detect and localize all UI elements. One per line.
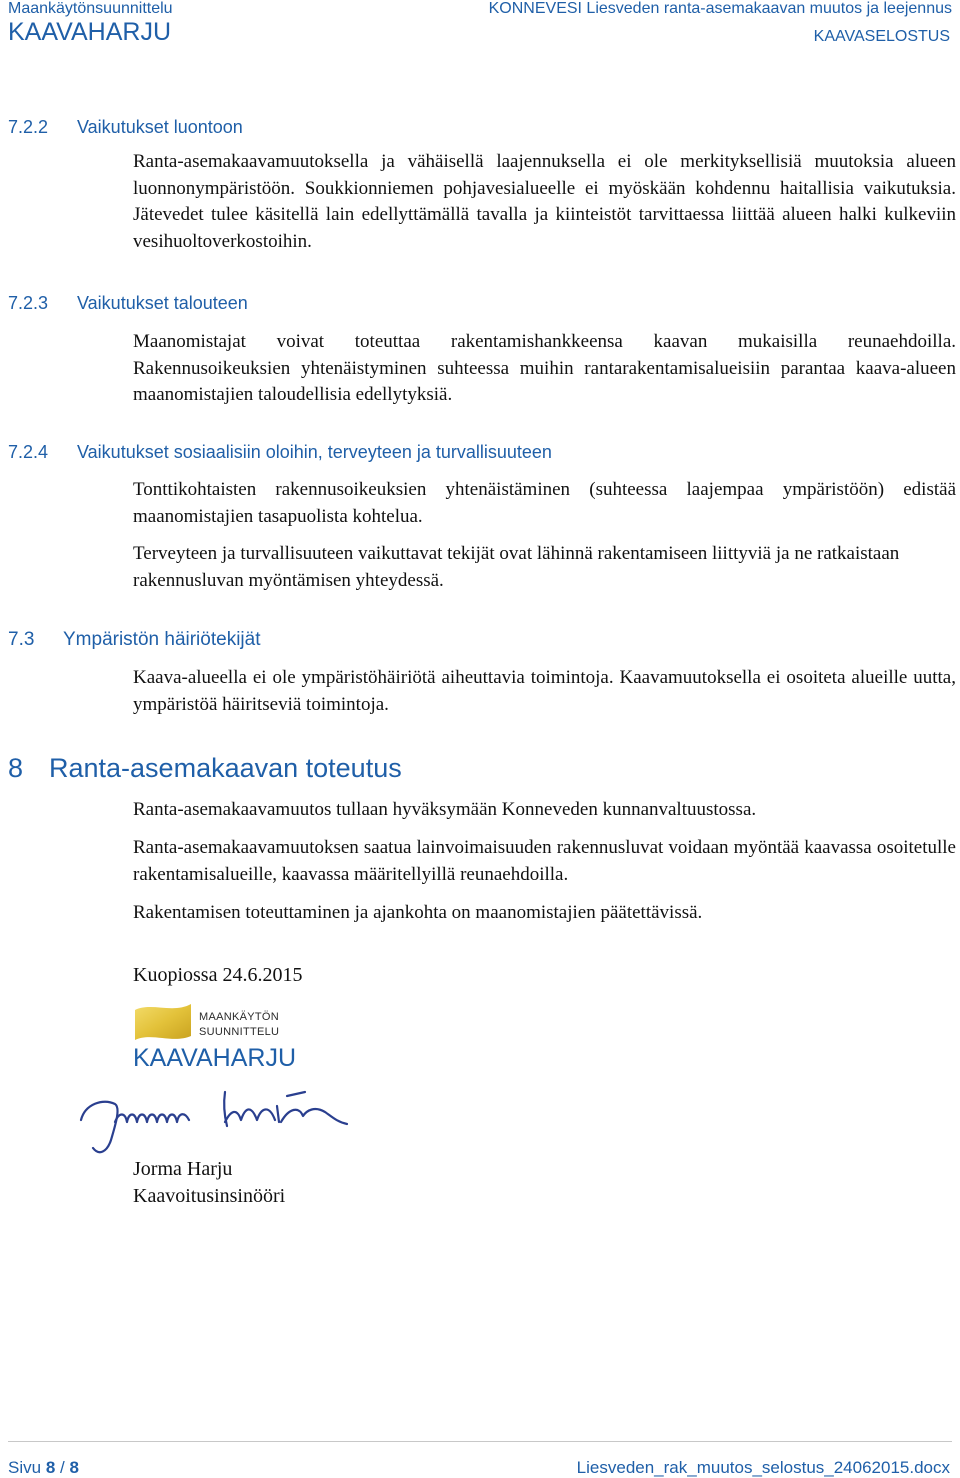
signer-title: Kaavoitusinsinööri [133,1185,286,1207]
place-date: Kuopiossa 24.6.2015 [133,964,303,986]
page-indicator [8,1458,79,1478]
header-project-title: KONNEVESI Liesveden ranta-asemakaavan muutos ja leejennus [488,0,952,17]
section-title: Ympäristön häiriötekijät [63,629,261,650]
section-paragraph: Ranta-asemakaavamuutos tullaan hyväksymään Konneveden kunnanvaltuustossa. [133,799,757,820]
section-heading-7-2-2 [8,117,243,138]
section-paragraph: Tonttikohtaisten rakennusoikeuksien yhtenäistäminen (suhteessa laajempaa ympäristöön) edistää maanomistajien tasapuolista kohtelua. [133,479,956,527]
page-label: Sivu [8,1458,42,1477]
section-paragraph: Ranta-asemakaavamuutoksella ja vähäisellä laajennuksella ei ole merkityksellisiä muutoksia alueen luonnonympäristöön. Soukkionniemen pohjavesialueelle ei myöskään kohdennu haitallisia vaikutuksia. Jätevedet tulee käsitellä lain edellyttämällä tavalla ja kiinteistöt tarvittaessa liittää alueen halki kulkeviin vesihuoltoverkostoihin. [133,151,956,252]
section-number: 7.2.4 [8,442,49,462]
section-title: Vaikutukset luontoon [77,117,243,137]
handwritten-signature [75,1082,355,1162]
chapter-heading-8 [8,753,402,784]
chapter-number: 8 [8,753,24,783]
logo-line1: MAANKÄYTÖN [199,1011,280,1023]
section-paragraph: Ranta-asemakaavamuutoksen saatua lainvoimaisuuden rakennusluvat voidaan myöntää kaavassa osoitetulle rakentamisalueille, kaavassa määritellyillä reunaehdoilla. [133,837,956,885]
signer-name: Jorma Harju [133,1158,233,1180]
section-paragraph: Kaava-alueella ei ole ympäristöhäiriötä aiheuttavia toimintoja. Kaavamuutoksella ei osoiteta alueille uutta, ympäristöä häiritseviä toimintoja. [133,667,956,715]
section-paragraph: Rakentamisen toteuttaminen ja ajankohta on maanomistajien päätettävissä. [133,902,703,923]
logo-name: KAAVAHARJU [133,1044,297,1072]
page-current: 8 [45,1458,56,1477]
section-number: 7.3 [8,629,35,650]
section-heading-7-2-3 [8,293,248,314]
section-heading-7-3 [8,629,260,651]
section-number: 7.2.3 [8,293,49,313]
footer-divider [8,1441,952,1442]
header-doc-type: KAAVASELOSTUS [813,28,950,45]
page-total: 8 [69,1458,79,1477]
header-org-small: Maankäytönsuunnittelu [8,0,173,17]
page-separator: / [60,1458,65,1477]
section-title: Vaikutukset talouteen [77,293,248,313]
section-number: 7.2.2 [8,117,49,137]
section-title: Vaikutukset sosiaalisiin oloihin, terveyteen ja turvallisuuteen [77,442,552,462]
logo-line2: SUUNNITTELU [199,1026,280,1038]
footer-filename: Liesveden_rak_muutos_selostus_24062015.docx [576,1458,950,1477]
company-logo [133,1000,333,1075]
logo-flag-icon [133,1002,193,1044]
section-paragraph: Terveyteen ja turvallisuuteen vaikuttavat tekijät ovat lähinnä rakentamiseen liittyviä ja ne ratkaistaan rakennusluvan myöntämisen yhteydessä. [133,543,900,591]
section-paragraph: Maanomistajat voivat toteuttaa rakentamishankkeensa kaavan mukaisilla reunaehdoilla. Rakennusoikeuksien yhtenäistyminen suhteessa muihin rantarakentamisalueisiin parantaa kaava-alueen maanomistajien taloudellisia edellytyksiä. [133,331,956,405]
header-org-name: KAAVAHARJU [8,18,172,46]
chapter-title: Ranta-asemakaavan toteutus [49,753,402,783]
section-heading-7-2-4 [8,442,552,463]
